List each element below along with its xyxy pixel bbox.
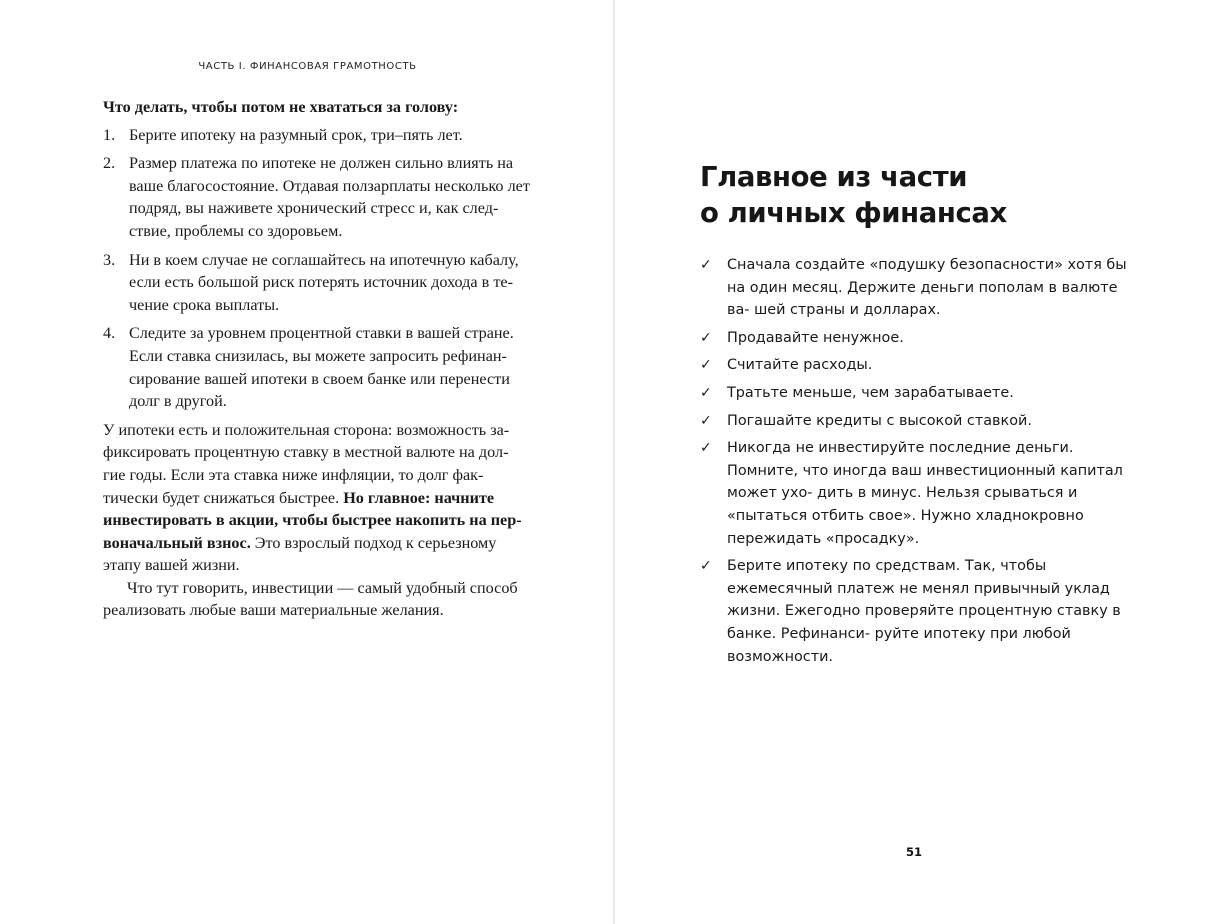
- checklist-text: Сначала создайте «подушку безопасности» хотя бы на один месяц. Держите деньги пополам в валюте ва- шей страны и долларах.: [727, 257, 1127, 319]
- step-number: 3.: [103, 250, 116, 269]
- step-item: [103, 322, 533, 412]
- checklist-text: Никогда не инвестируйте последние деньги. Помните, что иногда ваш инвестиционный капитал может ухо- дить в минус. Нельзя срываться и «пытаться отбить свое». Нужно хладнокровно пережидать «просадку».: [727, 440, 1123, 547]
- checklist-item: [700, 327, 1130, 350]
- checklist-text: Погашайте кредиты с высокой ставкой.: [727, 412, 1032, 429]
- step-item: [103, 249, 533, 317]
- step-text: Следите за уровнем процентной ставки в вашей стране. Если ставка снизилась, вы можете запросить рефинан- сирование вашей ипотеки в своем банке или перенести долг в другой.: [129, 324, 514, 411]
- page-number: 51: [905, 845, 922, 859]
- step-text: Ни в коем случае не соглашайтесь на ипотечную кабалу, если есть большой риск потерять источник дохода в те- чение срока выплаты.: [129, 250, 519, 314]
- investing-paragraph: Что тут говорить, инвестиции — самый удобный способ реализовать любые ваши материальные желания.: [103, 578, 518, 620]
- summary-title: [700, 159, 1130, 231]
- steps-list: [103, 124, 533, 413]
- summary-title-line-1: Главное из части: [700, 161, 968, 193]
- mortgage-paragraph-lead: У ипотеки есть и положительная сторона: возможность за- фиксировать процентную ставку в местной валюте на дол- гие годы. Если эта ставка ниже инфляции, то долг фак- тически будет снижаться быстрее.: [103, 420, 510, 507]
- step-item: [103, 124, 533, 147]
- mortgage-paragraph-tail: Это взрослый подход к серьезному этапу вашей жизни.: [103, 533, 497, 575]
- checklist-item: [700, 382, 1130, 405]
- checkmark-icon: ✓: [700, 412, 712, 429]
- checkmark-icon: ✓: [700, 558, 712, 575]
- checkmark-icon: ✓: [700, 357, 712, 374]
- checklist-text: Считайте расходы.: [727, 357, 873, 374]
- checkmark-icon: ✓: [700, 384, 712, 401]
- summary-title-line-2: о личных финансах: [700, 197, 1007, 229]
- checklist-text: Берите ипотеку по средствам. Так, чтобы ежемесячный платеж не менял привычный уклад жизни. Ежегодно проверяйте процентную ставку в банке. Рефинанси- руйте ипотеку при любой возможности.: [727, 558, 1121, 665]
- left-page-body: [103, 96, 533, 622]
- todo-heading: Что делать, чтобы потом не хвататься за голову:: [103, 98, 459, 116]
- checklist-item: [700, 437, 1130, 550]
- step-number: 4.: [103, 324, 116, 343]
- step-number: 2.: [103, 154, 116, 173]
- checkmark-icon: ✓: [700, 329, 712, 346]
- checklist-item: [700, 410, 1130, 433]
- step-text: Берите ипотеку на разумный срок, три–пять лет.: [129, 125, 463, 144]
- step-number: 1.: [103, 125, 116, 144]
- step-item: [103, 152, 533, 242]
- summary-checklist: [700, 254, 1130, 673]
- checklist-item: [700, 254, 1130, 322]
- checkmark-icon: ✓: [700, 440, 712, 457]
- checklist-item: [700, 555, 1130, 668]
- running-head: ЧАСТЬ I. ФИНАНСОВАЯ ГРАМОТНОСТЬ: [198, 61, 417, 72]
- step-text: Размер платежа по ипотеке не должен сильно влиять на ваше благосостояние. Отдавая ползарплаты несколько лет подряд, вы наживете хронический стресс и, как след- ствие, проблемы со здоровьем.: [129, 154, 530, 240]
- mortgage-paragraph-emphasis: Но главное: начните инвестировать в акции, чтобы быстрее накопить на пер- воначальный взнос.: [103, 488, 522, 552]
- checklist-text: Тратьте меньше, чем зарабатываете.: [727, 384, 1014, 401]
- checkmark-icon: ✓: [700, 257, 712, 273]
- checklist-text: Продавайте ненужное.: [727, 329, 904, 346]
- checklist-item: [700, 354, 1130, 377]
- mortgage-paragraph: [103, 419, 533, 577]
